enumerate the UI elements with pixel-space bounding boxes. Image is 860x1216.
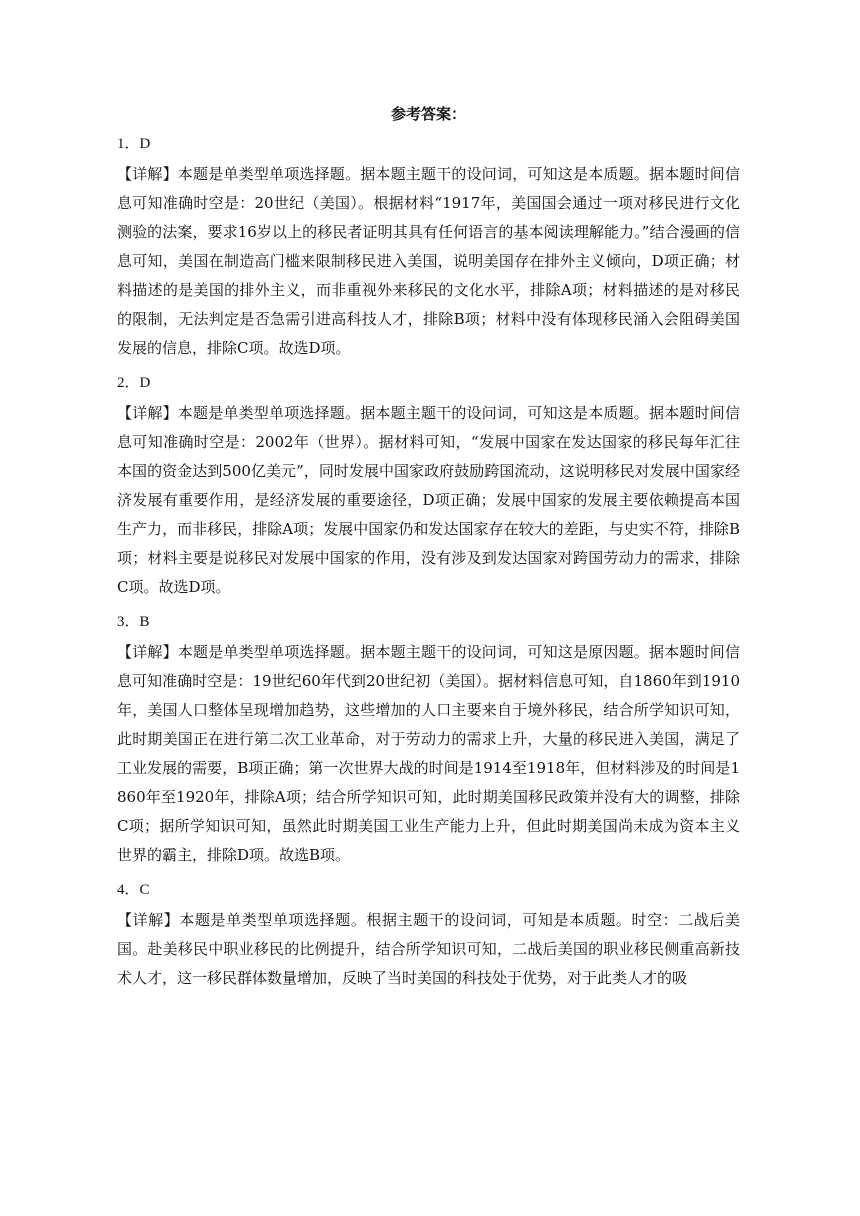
answer-item-2	[117, 373, 740, 602]
answer-explanation: 【详解】本题是单类型单项选择题。据本题主题干的设问词，可知这是本质题。据本题时间信息可知准确时空是：2002年（世界）。据材料可知，“发展中国家在发达国家的移民每年汇往本国的资金达到500亿美元”，同时发展中国家政府鼓励跨国流动，这说明移民对发展中国家经济发展有重要作用，是经济发展的重要途径，D项正确；发展中国家的发展主要依赖提高本国生产力，而非移民，排除A项；发展中国家仍和发达国家存在较大的差距，与史实不符，排除B项；材料主要是说移民对发展中国家的作用，没有涉及到发达国家对跨国劳动力的需求，排除C项。故选D项。	[117, 404, 740, 596]
answer-number: 2．D	[117, 375, 151, 391]
page-title: 参考答案：	[390, 105, 466, 123]
answer-explanation: 【详解】本题是单类型单项选择题。据本题主题干的设问词，可知这是原因题。据本题时间信息可知准确时空是：19世纪60年代到20世纪初（美国）。据材料信息可知，自1860年到1910年，美国人口整体呈现增加趋势，这些增加的人口主要来自于境外移民，结合所学知识可知，此时期美国正在进行第二次工业革命，对于劳动力的需求上升，大量的移民进入美国，满足了工业发展的需要，B项正确；第一次世界大战的时间是1914至1918年，但材料涉及的时间是1860年至1920年，排除A项；结合所学知识可知，此时期美国移民政策并没有大的调整，排除C项；据所学知识可知，虽然此时期美国工业生产能力上升，但此时期美国尚未成为资本主义世界的霸主，排除D项。故选B项。	[117, 643, 740, 864]
answer-item-1	[117, 134, 740, 363]
answer-page	[117, 104, 740, 993]
answer-explanation: 【详解】本题是单类型单项选择题。据本题主题干的设问词，可知这是本质题。据本题时间信息可知准确时空是：20世纪（美国）。根据材料“1917年，美国国会通过一项对移民进行文化测验的法案，要求16岁以上的移民者证明其具有任何语言的基本阅读理解能力。”结合漫画的信息可知，美国在制造高门槛来限制移民进入美国，说明美国存在排外主义倾向，D项正确；材料描述的是美国的排外主义，而非重视外来移民的文化水平，排除A项；材料描述的是对移民的限制，无法判定是否急需引进高科技人才，排除B项；材料中没有体现移民涌入会阻碍美国发展的信息，排除C项。故选D项。	[117, 165, 740, 357]
answer-item-4	[117, 880, 740, 993]
answer-number: 3．B	[117, 614, 150, 630]
answer-explanation: 【详解】本题是单类型单项选择题。根据主题干的设问词，可知是本质题。时空：二战后美国。赴美移民中职业移民的比例提升，结合所学知识可知，二战后美国的职业移民侧重高新技术人才，这一移民群体数量增加，反映了当时美国的科技处于优势，对于此类人才的吸	[117, 911, 740, 987]
answer-number: 1．D	[117, 136, 151, 152]
answer-number: 4．C	[117, 882, 150, 898]
answer-item-3	[117, 612, 740, 870]
